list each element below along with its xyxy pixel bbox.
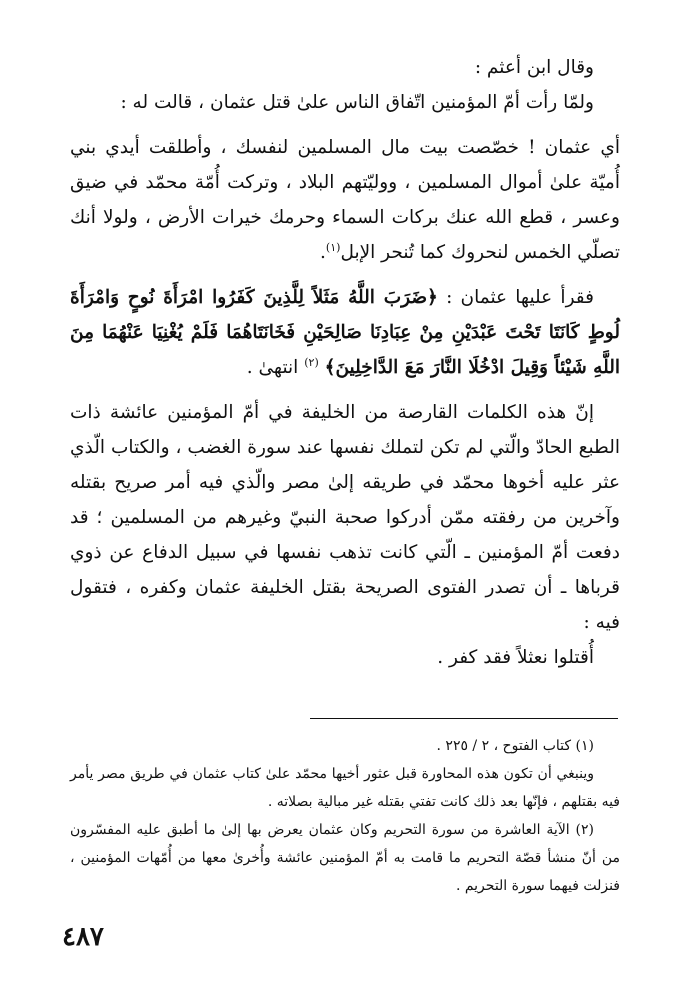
recitation-intro: فقرأ عليها عثمان :	[446, 287, 594, 308]
footnote-1: (١) كتاب الفتوح ، ٢ / ٢٢٥ .	[436, 738, 594, 754]
paragraph-fatwa: أُقتلوا نعثلاً فقد كفر .	[437, 647, 594, 668]
footnote-divider	[310, 718, 618, 719]
paragraph-aisha-speech	[70, 130, 620, 270]
footnote-1-continued: وينبغي أن تكون هذه المحاورة قبل عثور أخيها محمّد علىٰ كتاب عثمان في طريق مصر يأمر فيه بقتلهم ، فإنّها بعد ذلك كانت تفتي بقتله غير مبالية بصلاته .	[70, 766, 620, 810]
aisha-speech-end: .	[320, 242, 326, 263]
main-text	[70, 50, 620, 675]
page-number: ٤٨٧	[62, 922, 104, 952]
footnote-2: (٢) الآية العاشرة من سورة التحريم وكان عثمان يعرض بها إلىٰ ما أطبق عليه المفسّرون من أنّ منشأ قصّة التحريم ما قامت به أمّ المؤمنين عائشة وأُخرىٰ معها من أُمّهات المؤمنين ، فنزلت فيهما سورة التحريم .	[70, 822, 620, 894]
aisha-speech-text: أي عثمان ! خصّصت بيت مال المسلمين لنفسك ، وأطلقت أيدي بني أُميّة علىٰ أموال المسلمين ، ووليّتهم البلاد ، وتركت أُمّة محمّد في ضيق وعسر ، قطع الله عنك بركات السماء وحرمك خيرات الأرض ، ولولا أنك تصلّي الخمس لنحروك كما تُنحر الإبل	[70, 137, 620, 263]
paragraph-narration: ولمّا رأت أمّ المؤمنين اتّفاق الناس علىٰ قتل عثمان ، قالت له :	[120, 92, 594, 113]
paragraph-uthman-recitation	[70, 280, 620, 385]
recitation-end: انتهىٰ .	[246, 357, 299, 378]
footnotes	[70, 732, 620, 900]
paragraph-ibn-atham: وقال ابن أعثم :	[474, 57, 594, 78]
paragraph-commentary: إنّ هذه الكلمات القارصة من الخليفة في أمّ المؤمنين عائشة ذات الطبع الحادّ والّتي لم تكن لتملك نفسها عند سورة الغضب ، والكتاب الّذي عثر عليه أخوها محمّد في طريقه إلىٰ مصر والّذي فيه أمر صريح بقتله وآخرين من رفقته ممّن أدركوا صحبة النبيّ وغيرهم من المسلمين ؛ قد دفعت أمّ المؤمنين ـ الّتي كانت تذهب نفسها في سبيل الدفاع عن ذوي قرباها ـ أن تصدر الفتوى الصريحة بقتل الخليفة عثمان وكفره ، فتقول فيه :	[70, 402, 620, 633]
footnote-ref-2: (٢)	[304, 355, 319, 369]
footnote-ref-1: (١)	[325, 240, 341, 254]
quran-verse: ﴿ضَرَبَ اللَّهُ مَثَلاً لِلَّذِينَ كَفَرُوا امْرَأَةَ نُوحٍ وَامْرَأَةَ لُوطٍ كَانَتَا تَحْتَ عَبْدَيْنِ مِنْ عِبَادِنَا صَالِحَيْنِ فَخَانَتَاهُمَا فَلَمْ يُغْنِيَا عَنْهُمَا مِنَ اللَّهِ شَيْئاً وَقِيلَ ادْخُلَا النَّارَ مَعَ الدَّاخِلِينَ﴾	[70, 287, 620, 378]
